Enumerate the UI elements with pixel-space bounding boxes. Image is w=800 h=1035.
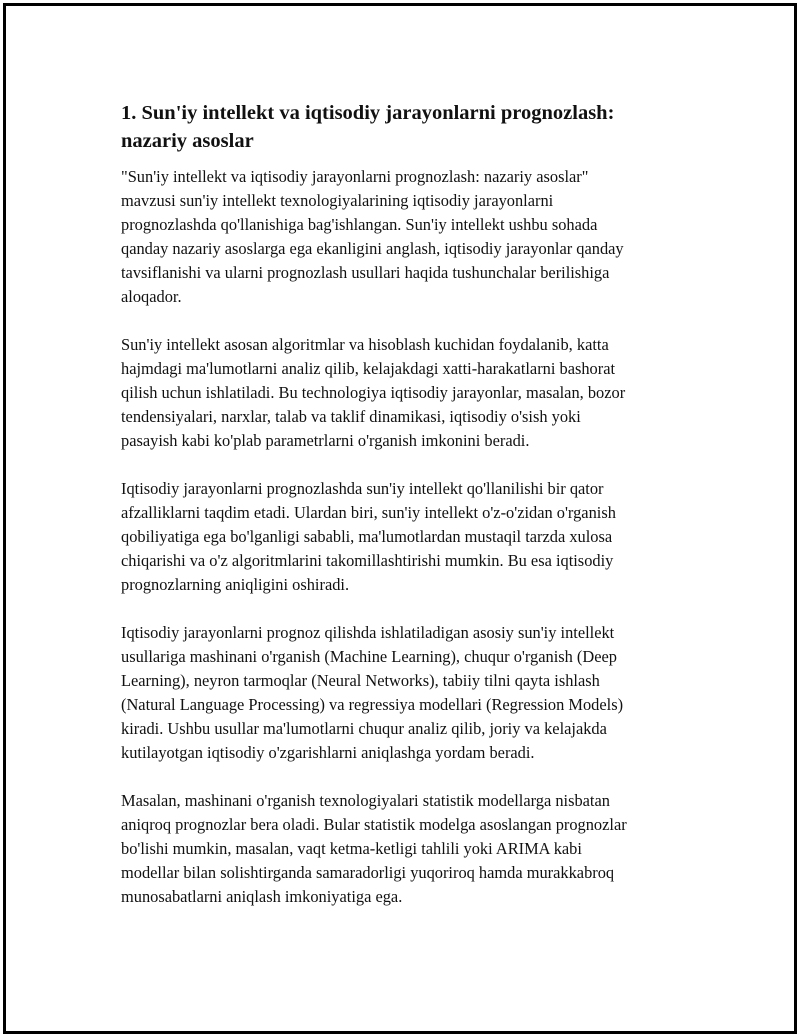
text-line: kutilayotgan iqtisodiy o'zgarishlarni aniqlashga yordam beradi. — [121, 743, 535, 762]
paragraph-3 — [121, 477, 691, 597]
text-line: hajmdagi ma'lumotlarni analiz qilib, kelajakdagi xatti-harakatlarni bashorat — [121, 359, 616, 378]
text-line: Learning), neyron tarmoqlar (Neural Networks), tabiiy tilni qayta ishlash — [121, 671, 600, 690]
paragraph-1 — [121, 165, 691, 309]
paragraph-2 — [121, 333, 691, 453]
text-line: aloqador. — [121, 287, 182, 306]
text-line: Masalan, mashinani o'rganish texnologiyalari statistik modellarga nisbatan — [121, 791, 610, 810]
title-line: 1. Sun'iy intellekt va iqtisodiy jarayonlarni prognozlash: — [121, 102, 615, 124]
text-line: mavzusi sun'iy intellekt texnologiyalarining iqtisodiy jarayonlarni — [121, 191, 554, 210]
text-line: usullariga mashinani o'rganish (Machine Learning), chuqur o'rganish (Deep — [121, 647, 617, 666]
page-frame — [3, 3, 797, 1034]
text-line: qilish uchun ishlatiladi. Bu technologiya iqtisodiy jarayonlar, masalan, bozor — [121, 383, 626, 402]
section-title — [121, 99, 691, 155]
text-line: modellar bilan solishtirganda samaradorligi yuqoriroq hamda murakkabroq — [121, 863, 615, 882]
text-line: kiradi. Ushbu usullar ma'lumotlarni chuqur analiz qilib, joriy va kelajakda — [121, 719, 607, 738]
text-line: pasayish kabi ko'plab parametrlarni o'rganish imkonini beradi. — [121, 431, 530, 450]
text-line: Iqtisodiy jarayonlarni prognoz qilishda ishlatiladigan asosiy sun'iy intellekt — [121, 623, 615, 642]
text-line: tendensiyalari, narxlar, talab va taklif dinamikasi, iqtisodiy o'sish yoki — [121, 407, 581, 426]
text-line: prognozlashda qo'llanishiga bag'ishlangan. Sun'iy intellekt ushbu sohada — [121, 215, 598, 234]
text-line: afzalliklarni taqdim etadi. Ulardan biri, sun'iy intellekt o'z-o'zidan o'rganish — [121, 503, 616, 522]
text-line: bo'lishi mumkin, masalan, vaqt ketma-ketligi tahlili yoki ARIMA kabi — [121, 839, 582, 858]
text-line: Sun'iy intellekt asosan algoritmlar va hisoblash kuchidan foydalanib, katta — [121, 335, 609, 354]
text-line: (Natural Language Processing) va regressiya modellari (Regression Models) — [121, 695, 624, 714]
text-line: munosabatlarni aniqlash imkoniyatiga ega. — [121, 887, 403, 906]
paragraph-5 — [121, 789, 691, 909]
text-line: prognozlarning aniqligini oshiradi. — [121, 575, 350, 594]
document-body — [121, 99, 691, 933]
text-line: tavsiflanishi va ularni prognozlash usullari haqida tushunchalar berilishiga — [121, 263, 610, 282]
title-line: nazariy asoslar — [121, 130, 254, 152]
text-line: "Sun'iy intellekt va iqtisodiy jarayonlarni prognozlash: nazariy asoslar" — [121, 167, 589, 186]
text-line: qanday nazariy asoslarga ega ekanligini anglash, iqtisodiy jarayonlar qanday — [121, 239, 624, 258]
paragraph-4 — [121, 621, 691, 765]
text-line: aniqroq prognozlar bera oladi. Bular statistik modelga asoslangan prognozlar — [121, 815, 627, 834]
text-line: chiqarishi va o'z algoritmlarini takomillashtirishi mumkin. Bu esa iqtisodiy — [121, 551, 614, 570]
text-line: qobiliyatiga ega bo'lganligi sababli, ma'lumotlardan mustaqil tarzda xulosa — [121, 527, 613, 546]
text-line: Iqtisodiy jarayonlarni prognozlashda sun'iy intellekt qo'llanilishi bir qator — [121, 479, 604, 498]
